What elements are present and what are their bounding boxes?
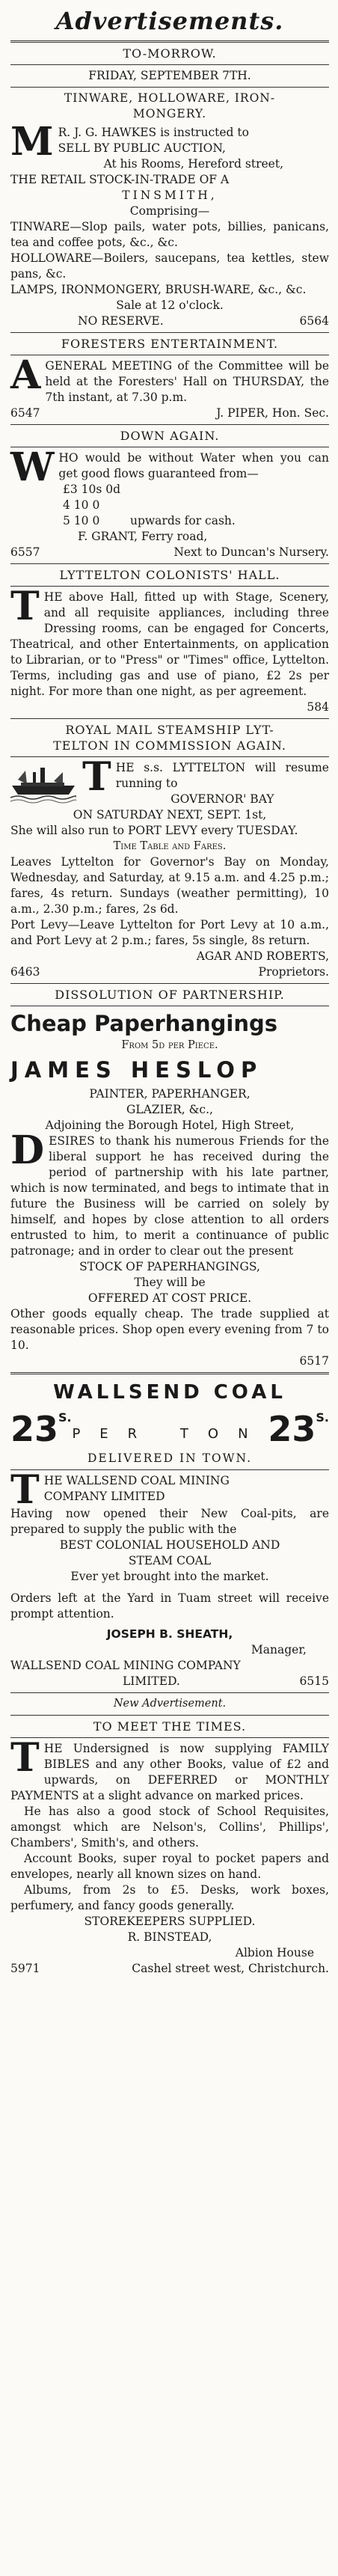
drop-cap: D <box>10 1128 45 1173</box>
ad-footer <box>10 406 329 421</box>
ad-foresters <box>10 336 329 421</box>
ad-steamship <box>10 722 329 980</box>
price-note: upwards for cash. <box>130 514 236 527</box>
ad-text: Albums, from 2s to £5. Desks, work boxes, perfumery, and fancy goods generally. <box>10 1883 329 1912</box>
ad-text: HE Undersigned is now supplying FAMILY BIBLES and any other Books, value of £2 and upwards, on DEFERRED or MONTHLY PAYMENTS at a slight advance on marked prices. <box>10 1742 329 1802</box>
ad-head: FORESTERS ENTERTAINMENT. <box>61 337 279 351</box>
ad-head: LYTTELTON COLONISTS' HALL. <box>59 568 280 582</box>
price-value: 23 <box>10 1409 59 1449</box>
ad-body <box>10 444 329 560</box>
ad-text: Albion House <box>235 1946 314 1959</box>
drop-cap: T <box>10 584 40 629</box>
price-left <box>10 1410 72 1448</box>
ad-text: COMPANY LIMITED <box>43 1490 165 1503</box>
ad-date-line: FRIDAY, SEPTEMBER 7TH. <box>88 69 251 82</box>
ad-text: Having now opened their New Coal-pits, are prepared to supply the public with the <box>10 1507 329 1536</box>
ad-text: JOSEPH B. SHEATH, <box>106 1627 233 1641</box>
ad-sub-head: From 5d per Piece. <box>121 1039 218 1051</box>
ad-wallsend <box>10 1379 329 1689</box>
drop-cap: W <box>10 444 55 490</box>
ad-text: STOREKEEPERS SUPPLIED. <box>84 1915 256 1928</box>
ad-text: SELL BY PUBLIC AUCTION, <box>58 141 226 155</box>
divider <box>10 64 329 65</box>
ad-text: Time Table and Fares. <box>113 840 227 852</box>
ad-text: HE s.s. LYTTELTON will resume running to <box>115 761 329 790</box>
per-ton-label: PER TON <box>72 1426 268 1442</box>
ad-big-head: WALLSEND COAL <box>53 1381 286 1404</box>
ad-text: WALLSEND COAL MINING COMPANY <box>10 1659 241 1672</box>
divider <box>10 332 329 333</box>
ad-binstead <box>10 1696 329 1977</box>
ad-text: HOLLOWARE—Boilers, saucepans, tea kettles, stew pans, &c. <box>10 251 329 281</box>
ad-ref-number: 6463 <box>10 965 40 979</box>
divider <box>10 586 329 587</box>
ad-text: NO RESERVE. <box>78 314 164 328</box>
price-right <box>268 1410 329 1448</box>
ad-text: HE above Hall, fitted up with Stage, Scenery, and all requisite appliances, including three Dressing rooms, can be engaged for Concerts, Theatrical, and other Entertainments, on application to Librarian, or to "Press" or "Times" office, Lyttelton. Terms, including gas and use of piano, £2 2s per night. For more than one night, as per agreement. <box>10 590 329 698</box>
divider <box>10 718 329 719</box>
ad-footer <box>10 1961 329 1977</box>
ad-new-label: New Advertisement. <box>113 1698 227 1710</box>
ad-ref-number: 6564 <box>299 314 329 328</box>
ad-auction <box>10 46 329 329</box>
ad-text: GLAZIER, &c., <box>126 1103 213 1116</box>
ad-body <box>10 1735 329 1977</box>
ad-body <box>10 584 329 715</box>
ad-text: F. GRANT, Ferry road, <box>78 530 208 543</box>
price-amount: 4 10 0 <box>63 498 100 512</box>
ad-body <box>10 119 329 329</box>
ad-heslop <box>10 1009 329 1369</box>
ad-text: Sale at 12 o'clock. <box>116 299 224 312</box>
ad-text: DELIVERED IN TOWN. <box>87 1451 253 1465</box>
ad-text: TINWARE—Slop pails, water pots, billies, panicans, tea and coffee pots, &c., &c. <box>10 220 329 249</box>
drop-cap: T <box>82 754 111 800</box>
ad-footer <box>10 545 329 560</box>
price-row <box>63 482 329 498</box>
divider <box>10 563 329 564</box>
price-value: 23 <box>268 1409 316 1449</box>
ad-text: They will be <box>134 1276 206 1289</box>
ad-text: Port Levy—Leave Lyttelton for Port Levy at 10 a.m., and Port Levy at 2 p.m.; fares, 5s single, 8s return. <box>10 918 329 947</box>
drop-cap: A <box>10 352 41 398</box>
ad-text: At his Rooms, Hereford street, <box>103 157 283 171</box>
ad-text: He has also a good stock of School Requisites, amongst which are Nelson's, Collins', Phillips', Chambers', Smith's, and others. <box>10 1805 329 1850</box>
ad-text: GENERAL MEETING of the Committee will be held at the Foresters' Hall on THURSDAY, the 7th instant, at 7.30 p.m. <box>45 359 329 404</box>
ad-head: DOWN AGAIN. <box>120 429 220 443</box>
drop-cap: T <box>10 1735 40 1781</box>
ad-body <box>10 352 329 421</box>
ad-text: Other goods equally cheap. The trade supplied at reasonable prices. Shop open every evening from 7 to 10. <box>10 1307 329 1352</box>
ad-text: LAMPS, IRONMONGERY, BRUSH-WARE, &c., &c. <box>10 283 307 296</box>
ad-text: PAINTER, PAPERHANGER, <box>89 1087 251 1101</box>
price-unit: S. <box>58 1410 72 1425</box>
ad-text: Account Books, super royal to pocket papers and envelopes, nearly all known sizes on hand. <box>10 1852 329 1881</box>
divider <box>10 1469 329 1470</box>
ad-sale-head-1: TINWARE, HOLLOWARE, IRON- <box>64 91 276 105</box>
ad-text: Next to Duncan's Nursery. <box>173 545 329 559</box>
ad-dissolution-head: DISSOLUTION OF PARTNERSHIP. <box>55 988 285 1002</box>
ad-ref-number: 6515 <box>299 1674 329 1688</box>
price-row <box>63 513 329 529</box>
ad-text: HO would be without Water when you can get good flows guaranteed from— <box>58 451 329 480</box>
ad-body <box>10 1467 329 1689</box>
ad-text: STOCK OF PAPERHANGINGS, <box>79 1260 260 1273</box>
ad-ref-number: 6557 <box>10 545 40 559</box>
ad-text: BEST COLONIAL HOUSEHOLD AND <box>59 1538 280 1552</box>
ad-text: Manager, <box>251 1643 307 1656</box>
ad-text: GOVERNOR' BAY <box>170 792 274 806</box>
ad-head: ROYAL MAIL STEAMSHIP LYT- <box>65 723 274 737</box>
divider <box>10 424 329 425</box>
ad-ref-number: 6547 <box>10 406 40 420</box>
ad-text: Ever yet brought into the market. <box>70 1570 269 1583</box>
price-banner <box>10 1410 329 1448</box>
drop-cap: T <box>10 1467 40 1513</box>
ad-text: STEAM COAL <box>128 1554 212 1567</box>
ad-text: Cashel street west, Christchurch. <box>132 1962 329 1975</box>
ad-head: TO MEET THE TIMES. <box>93 1719 247 1734</box>
ad-down-again <box>10 428 329 560</box>
ad-text: ESIRES to thank his numerous Friends for the liberal support he has received during the period of partnership with his late partner, which is now terminated, and begs to intimate that in future the Business will be carried on solely by himself, and hopes by close attention to all orders entrusted to him, to merit a continuance of public patronage; and in order to clear out the present <box>10 1134 329 1258</box>
ad-text: She will also run to PORT LEVY every TUESDAY. <box>10 824 298 837</box>
ad-ref-number: 6517 <box>299 1354 329 1368</box>
ad-ref-number: 584 <box>307 700 329 714</box>
ad-text: R. BINSTEAD, <box>127 1930 212 1944</box>
ad-sale-head-2: MONGERY. <box>132 107 207 120</box>
ad-date-head: TO-MORROW. <box>123 46 217 61</box>
ad-text: OFFERED AT COST PRICE. <box>87 1291 252 1305</box>
ad-text: LIMITED. <box>123 1674 180 1688</box>
divider <box>10 1737 329 1738</box>
drop-cap: M <box>10 119 54 165</box>
ad-lyttelton-hall <box>10 567 329 715</box>
ad-text: AGAR AND ROBERTS, <box>196 949 329 963</box>
price-list <box>10 482 329 529</box>
ad-text: THE RETAIL STOCK-IN-TRADE OF A <box>10 173 230 186</box>
divider <box>10 1372 329 1374</box>
ad-text: Comprising— <box>129 204 210 218</box>
steamship-illustration <box>10 765 76 804</box>
divider <box>10 87 329 88</box>
ad-body <box>10 754 329 980</box>
divider <box>10 1692 329 1693</box>
ad-signature: J. PIPER, Hon. Sec. <box>216 406 329 420</box>
ad-footer <box>10 1674 329 1689</box>
divider <box>10 40 329 43</box>
price-row <box>63 498 329 513</box>
ad-footer <box>10 313 329 329</box>
ad-footer <box>10 964 329 980</box>
ad-body <box>10 1128 329 1369</box>
price-unit: S. <box>316 1410 329 1425</box>
ad-text: TINSMITH, <box>122 189 218 202</box>
price-amount: £3 10s 0d <box>63 483 121 496</box>
ad-text: HE WALLSEND COAL MINING <box>43 1474 230 1487</box>
masthead: Advertisements. <box>55 7 284 35</box>
divider <box>10 756 329 757</box>
ad-ref-number: 5971 <box>10 1962 40 1975</box>
ad-text: Leaves Lyttelton for Governor's Bay on Monday, Wednesday, and Saturday, at 9.15 a.m. and 4.25 p.m.; fares, 4s return. Sundays (weather permitting), 10 a.m., 2.30 p.m.; fares, 2s 6d. <box>10 855 329 916</box>
ad-text: Proprietors. <box>258 965 329 979</box>
ad-big-head: Cheap Paperhangings <box>10 1011 278 1036</box>
ad-text: Adjoining the Borough Hotel, High Street, <box>45 1119 295 1132</box>
ad-text: Orders left at the Yard in Tuam street will receive prompt attention. <box>10 1591 329 1621</box>
divider <box>10 983 329 984</box>
ad-name: JAMES HESLOP <box>10 1057 263 1083</box>
ad-text: ON SATURDAY NEXT, SEPT. 1st, <box>73 808 267 822</box>
ad-head: TELTON IN COMMISSION AGAIN. <box>53 738 286 753</box>
divider <box>10 1715 329 1716</box>
ad-text: R. J. G. HAWKES is instructed to <box>58 126 249 139</box>
price-amount: 5 10 0 <box>63 514 100 527</box>
